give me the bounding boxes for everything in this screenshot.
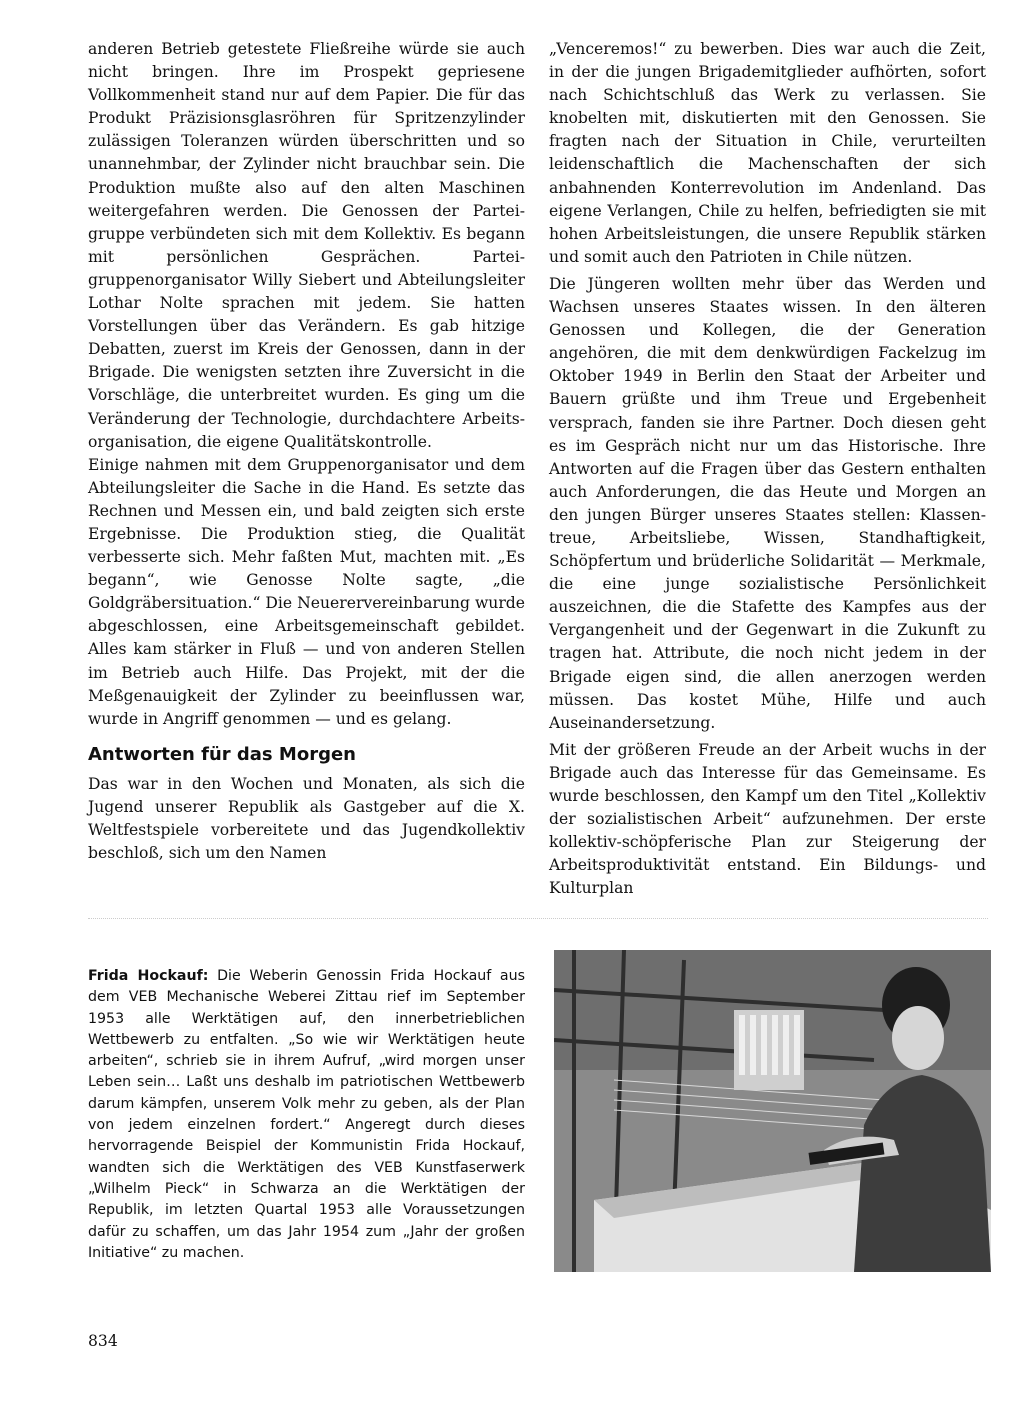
paragraph: Einige nahmen mit dem Gruppenorganisator und dem Abteilungsleiter die Sache in die Hand. Es setzte das Rechnen und Messen ein, und bald zeigten sich erste Ergebnisse. Die Produktion stieg, die Qualität verbesserte sich. Mehr faßten Mut, machten mit. „Es begann“, wie Genosse Nolte sagte, „die Goldgräbersituation.“ Die Neuerervereinbarung wurde abgeschlossen, eine Arbeitsgemeinschaft gebildet. Alles kam stärker in Fluß — und von anderen Stellen im Betrieb auch Hilfe. Das Projekt, mit der die Meßgenauigkeit der Zylinder zu beeinflussen war, wurde in Angriff genommen — und es gelang. [88, 455, 525, 728]
section-heading: Antworten für das Morgen [88, 743, 356, 765]
photo-caption [88, 966, 525, 1264]
paragraph: anderen Betrieb getestete Fließreihe würde sie auch nicht bringen. Ihre im Prospekt gepriesene Vollkommenheit stand nur auf dem Papier. Die für das Produkt Präzisionsglasröhren für Spritzenzylinder zulässigen Toleranzen würden überschritten und so unannehmbar, der Zylinder nicht brauchbar sein. Die Produktion mußte also auf den alten Maschinen weitergefahren werden. Die Genossen der Parteigruppe verbündeten sich mit dem Kollektiv. Es begann mit persönlichen Gesprächen. Parteigruppenorganisator Willy Siebert und Abteilungsleiter Lothar Nolte sprachen mit jedem. Sie hatten Vorstellungen über das Verändern. Es gab hitzige Debatten, zuerst im Kreis der Genossen, dann in der Brigade. Die wenigsten setzten ihre Zuversicht in die Vorschläge, die unterbreitet wurden. Es ging um die Veränderung der Technologie, durchdachtere Arbeitsorganisation, die eigene Qualitätskontrolle. [88, 40, 525, 451]
paragraph: Die Jüngeren wollten mehr über das Werden und Wachsen unseres Staates wissen. In den älteren Genossen und Kollegen, die der Generation angehören, die mit dem denkwürdigen Fackelzug im Oktober 1949 in Berlin den Staat der Arbeiter und Bauern grüßte und ihm Treue und Ergebenheit versprach, fanden sie ihre Partner. Doch diesen geht es im Gespräch nicht nur um das Historische. Ihre Antworten auf die Fragen über das Gestern enthalten auch Anforderungen, die das Heute und Morgen an den jungen Bürger unseres Staates stellen: Klassentreue, Arbeitsliebe, Wissen, Standhaftigkeit, Schöpfertum und brüderliche Solidarität — Merkmale, die eine junge sozialistische Persönlichkeit auszeichnen, die die Stafette des Kampfes aus der Vergangenheit und der Gegenwart in die Zukunft zu tragen hat. Attribute, die noch nicht jedem in der Brigade eigen sind, die allen anerzogen werden müssen. Das kostet Mühe, Hilfe und auch Auseinandersetzung. [549, 274, 986, 732]
paragraph: „Venceremos!“ zu bewerben. Dies war auch die Zeit, in der die jungen Brigademitglieder aufhörten, sofort nach Schichtschluß das Werk zu verlassen. Sie knobelten mit, diskutierten mit den Genossen. Sie fragten nach der Situation in Chile, verurteilten leidenschaftlich die Machenschaften der sich anbahnenden Konterrevolution im Andenland. Das eigene Verlangen, Chile zu helfen, befriedigten sie mit hohen Arbeitsleistungen, die unsere Republik stärken und somit auch den Patrioten in Chile nützen. [549, 40, 986, 266]
right-column [549, 38, 986, 900]
paragraph: Das war in den Wochen und Monaten, als sich die Jugend unserer Republik als Gastgeber auf die X. Weltfestspiele vorbereitete und das Jugendkollektiv beschloß, sich um den Namen [88, 774, 525, 863]
caption-name: Frida Hockauf: [88, 968, 209, 984]
left-column [88, 38, 525, 865]
caption-text: Die Weberin Genossin Frida Hockauf aus dem VEB Mechanische Weberei Zittau rief im September 1953 alle Werktätigen auf, den innerbetrieblichen Wettbewerb zu entfalten. „So wie wir Werktätigen heute arbeiten“, schrieb sie in ihrem Aufruf, „wird morgen unser Leben sein… Laßt uns deshalb im patriotischen Wettbewerb darum kämpfen, unserem Volk mehr zu geben, als der Plan von jedem einzelnen fordert.“ Angeregt durch dieses hervorragende Beispiel der Kommunistin Frida Hockauf, wandten sich die Werktätigen des VEB Kunstfaserwerk „Wilhelm Pieck“ in Schwarza an die Werktätigen der Republik, im letzten Quartal 1953 alle Voraussetzungen dafür zu schaffen, um das Jahr 1954 zum „Jahr der großen Initiative“ zu machen. [88, 968, 525, 1261]
photo-weaver [554, 950, 991, 1272]
divider [88, 918, 988, 919]
page-number: 834 [88, 1332, 118, 1350]
paragraph: Mit der größeren Freude an der Arbeit wuchs in der Brigade auch das Interesse für das Gemeinsame. Es wurde beschlossen, den Kampf um den Titel „Kollektiv der sozialistischen Arbeit“ aufzunehmen. Der erste kollektiv-schöpferische Plan zur Steigerung der Arbeitsproduktivität entstand. Ein Bildungs- und Kulturplan [549, 740, 986, 898]
